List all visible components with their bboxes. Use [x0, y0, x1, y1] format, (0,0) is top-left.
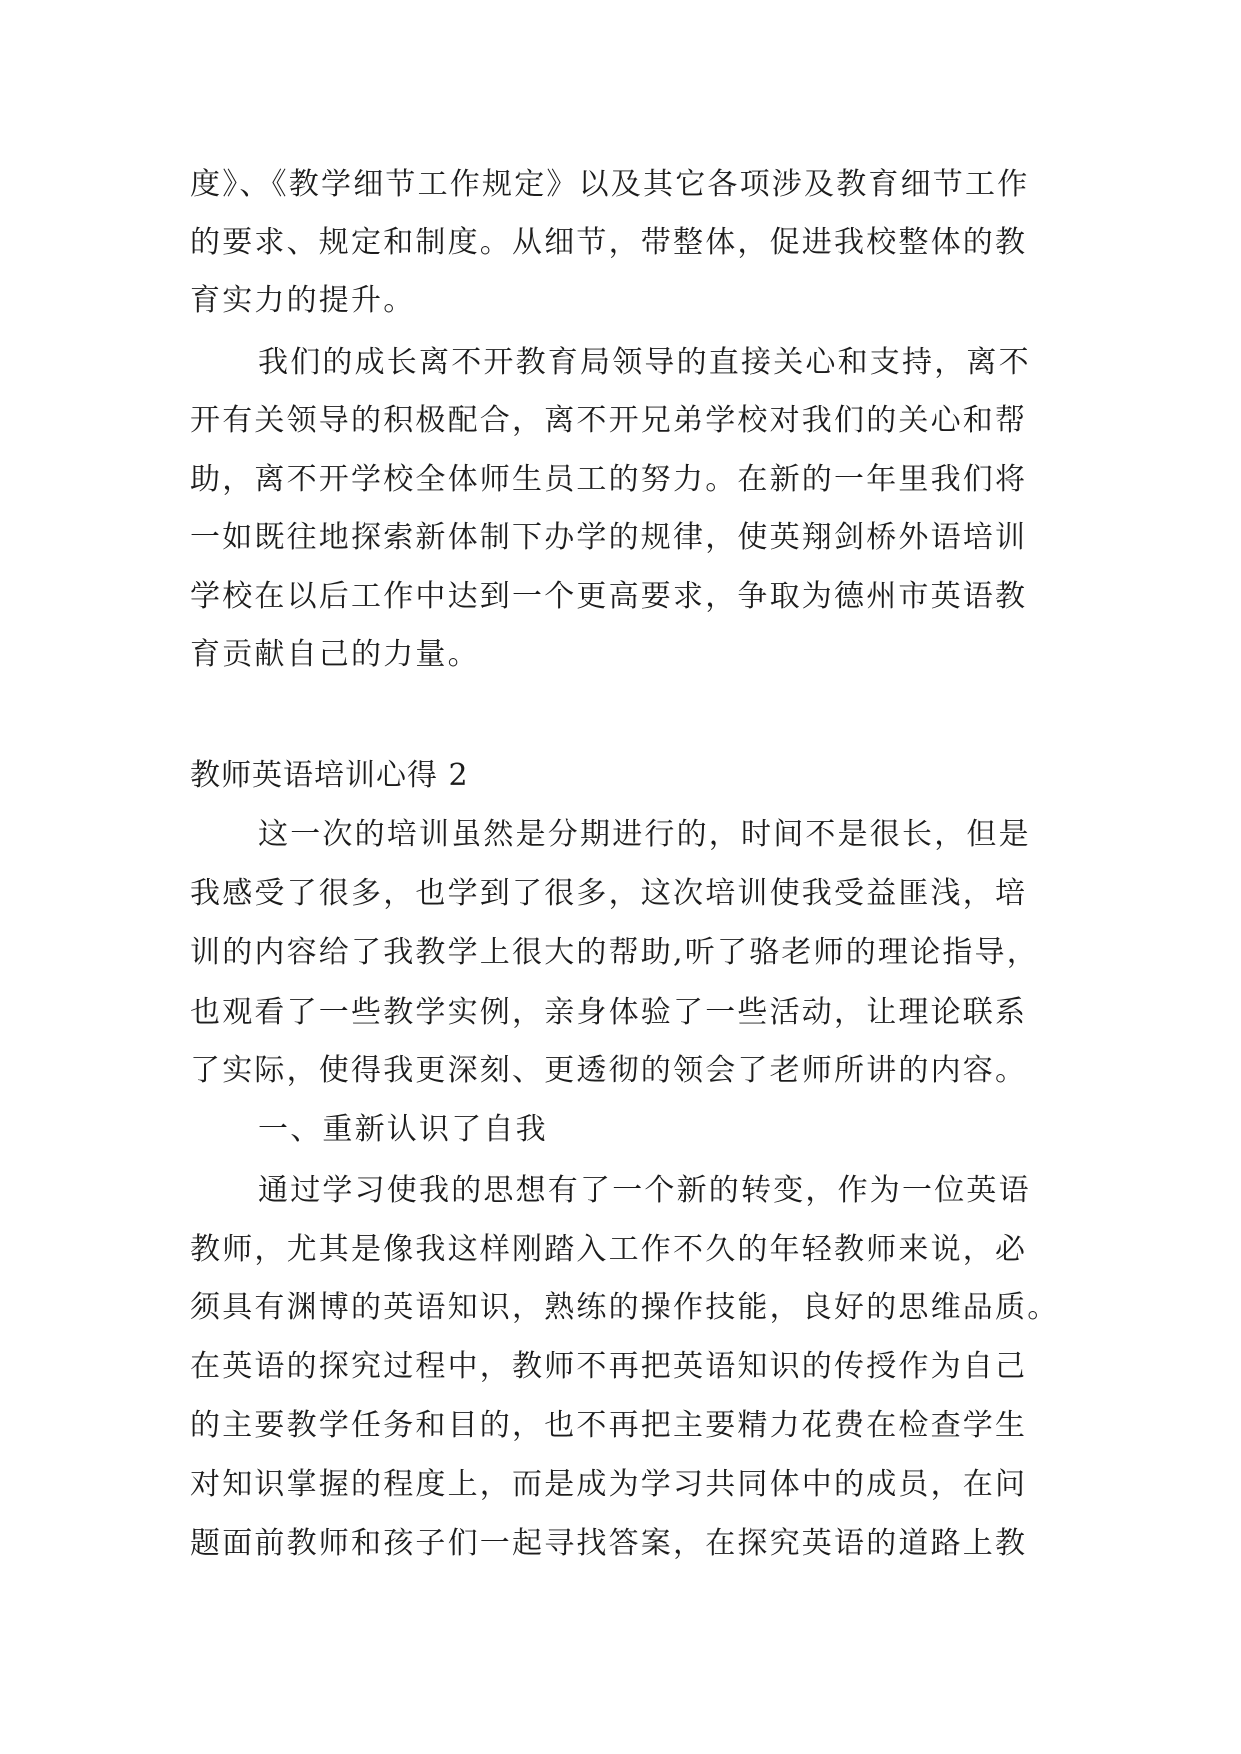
section-heading: 教师英语培训心得 2 — [190, 758, 469, 793]
text-line: 助，离不开学校全体师生员工的努力。在新的一年里我们将 — [190, 462, 1028, 497]
text-line: 开有关领导的积极配合，离不开兄弟学校对我们的关心和帮 — [190, 403, 1028, 438]
paragraph-first-line: 这一次的培训虽然是分期进行的，时间不是很长，但是 — [258, 817, 1031, 852]
text-line: 学校在以后工作中达到一个更高要求，争取为德州市英语教 — [190, 579, 1028, 614]
text-line: 度》、《教学细节工作规定》以及其它各项涉及教育细节工作 — [190, 167, 1030, 202]
paragraph-first-line: 我们的成长离不开教育局领导的直接关心和支持，离不 — [258, 345, 1031, 380]
text-line: 一如既往地探索新体制下办学的规律，使英翔剑桥外语培训 — [190, 520, 1028, 555]
text-line: 训的内容给了我教学上很大的帮助,听了骆老师的理论指导， — [190, 935, 1039, 970]
text-line: 我感受了很多，也学到了很多，这次培训使我受益匪浅，培 — [190, 876, 1028, 911]
text-line: 也观看了一些教学实例，亲身体验了一些活动，让理论联系 — [190, 995, 1028, 1030]
text-line: 须具有渊博的英语知识，熟练的操作技能，良好的思维品质。 — [190, 1290, 1060, 1325]
text-line: 题面前教师和孩子们一起寻找答案，在探究英语的道路上教 — [190, 1526, 1028, 1561]
paragraph-first-line: 通过学习使我的思想有了一个新的转变，作为一位英语 — [258, 1173, 1031, 1208]
text-line: 在英语的探究过程中，教师不再把英语知识的传授作为自己 — [190, 1349, 1028, 1384]
text-line: 的主要教学任务和目的，也不再把主要精力花费在检查学生 — [190, 1408, 1028, 1443]
text-line: 对知识掌握的程度上，而是成为学习共同体中的成员，在问 — [190, 1467, 1028, 1502]
text-line: 的要求、规定和制度。从细节，带整体，促进我校整体的教 — [190, 225, 1028, 260]
text-line: 教师，尤其是像我这样刚踏入工作不久的年轻教师来说，必 — [190, 1232, 1028, 1267]
text-line: 了实际，使得我更深刻、更透彻的领会了老师所讲的内容。 — [190, 1053, 1028, 1088]
text-line: 育实力的提升。 — [190, 283, 416, 318]
subsection-heading: 一、重新认识了自我 — [258, 1112, 548, 1147]
text-line: 育贡献自己的力量。 — [190, 637, 480, 672]
